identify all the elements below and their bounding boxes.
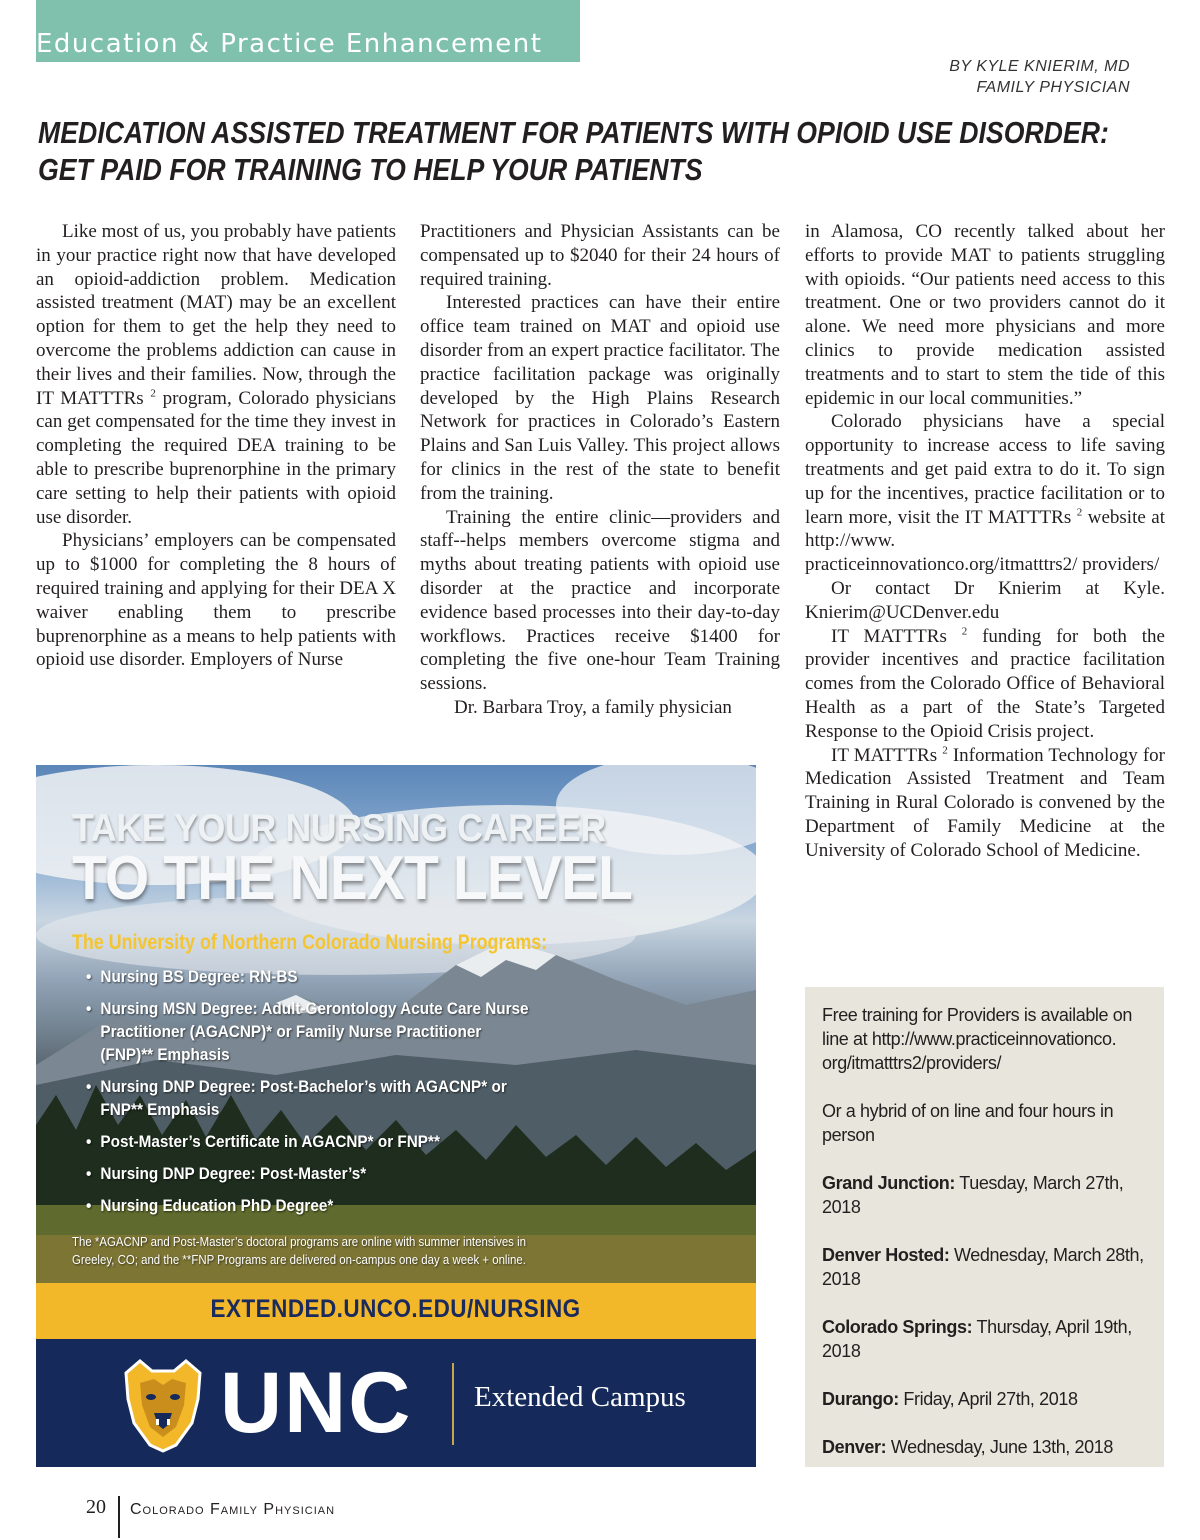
paragraph-text: IT MATTTRs <box>831 625 947 647</box>
footnote-marker: 2 <box>942 744 948 757</box>
article-column-1 <box>36 220 396 672</box>
session-place: Denver: <box>822 1437 887 1457</box>
footnote-marker: 2 <box>1076 506 1083 519</box>
ad-heading-line-1: TAKE YOUR NURSING CAREER <box>72 807 606 850</box>
session-item <box>822 1243 1148 1291</box>
session-place: Colorado Springs: <box>822 1317 973 1337</box>
program-item: • Nursing DNP Degree: Post-Master’s* <box>86 1162 590 1185</box>
session-item <box>822 1171 1148 1219</box>
paragraph-text: Like most of us, you probably have patients in your practice right now that have developed an opioid-addiction problem. Medication assisted treatment (MAT) may be an excellent option for them to get the help they need to overcome the problems addiction can cause in their lives and their families. Now, through the IT MATTTRs <box>36 221 396 409</box>
ad-url-bar[interactable] <box>36 1283 756 1339</box>
session-item <box>822 1435 1148 1459</box>
ad-subheading: The University of Northern Colorado Nursing Programs: <box>72 931 548 954</box>
paragraph: Practitioners and Physician Assistants can be compensated up to $2040 for their 24 hours of required training. <box>420 221 780 290</box>
session-item <box>822 1387 1148 1411</box>
session-place: Denver Hosted: <box>822 1245 950 1265</box>
program-item: • Nursing MSN Degree: Adult-Gerontology Acute Care Nurse Practitioner (AGACNP)* or Family Nurse Practitioner (FNP)** Emphasis <box>86 997 536 1066</box>
bear-logo-icon <box>118 1353 208 1453</box>
unc-wordmark: UNC <box>220 1355 413 1451</box>
paragraph: Training the entire clinic—providers and staff--helps members overcome stigma and myths about treating patients with opioid use disorder at the practice and incorporate evidence based processes into their day-to-day workflows. Practices receive $1400 for completing the five one-hour Team Training sessions. <box>420 506 780 695</box>
paragraph <box>805 744 1165 863</box>
paragraph-text: IT MATTTRs <box>831 744 938 766</box>
article-headline <box>38 114 1109 188</box>
unc-nursing-advertisement[interactable] <box>36 765 756 1467</box>
session-place: Grand Junction: <box>822 1173 955 1193</box>
ad-program-list <box>86 965 606 1226</box>
logo-divider <box>452 1363 454 1445</box>
program-item: • Nursing BS Degree: RN-BS <box>86 965 590 988</box>
ad-brand-bar <box>36 1339 756 1467</box>
training-info-box <box>805 987 1164 1467</box>
footnote-marker: 2 <box>961 625 968 638</box>
byline-role: FAMILY PHYSICIAN <box>976 79 1130 96</box>
paragraph: Interested practices can have their entire office team trained on MAT and opioid use disorder from an expert practice facilitator. The practice facilitation package was originally developed by the High Plains Research Network for practices in Colorado’s Eastern Plains and San Luis Valley. This project allows for clinics in the rest of the state to benefit from the training. <box>420 292 780 504</box>
session-date: Thursday, April 19th, 2018 <box>822 1317 1132 1361</box>
paragraph: Physicians’ employers can be compensated up to $1000 for completing the 8 hours of required training and applying for their DEA X waiver enabling them to prescribe buprenorphine as a means to help patients with opioid use disorder. Employers of Nurse <box>36 530 396 671</box>
paragraph-text: Colorado physicians have a special opportunity to increase access to life saving treatments and get paid extra to do it. To sign up for the incentives, practice facilitation or to learn more, visit the IT MATTTRs <box>805 411 1165 528</box>
footer-divider <box>118 1496 120 1538</box>
session-date: Friday, April 27th, 2018 <box>903 1389 1078 1409</box>
ad-heading-line-2: TO THE NEXT LEVEL <box>72 844 633 913</box>
paragraph: Dr. Barbara Troy, a family physician <box>454 696 732 718</box>
page-number: 20 <box>86 1496 106 1518</box>
publication-name: Colorado Family Physician <box>130 1501 336 1518</box>
paragraph <box>805 625 1165 744</box>
headline-line-2: GET PAID FOR TRAINING TO HELP YOUR PATIENTS <box>38 152 703 187</box>
ad-url-link[interactable]: EXTENDED.UNCO.EDU/NURSING <box>210 1295 582 1323</box>
session-place: Durango: <box>822 1389 899 1409</box>
section-title: Education & Practice Enhancement <box>36 29 543 59</box>
byline-author: BY KYLE KNIERIM, MD <box>949 58 1130 75</box>
extended-campus-label: Extended Campus <box>474 1381 686 1413</box>
program-item: • Nursing Education PhD Degree* <box>86 1194 590 1217</box>
paragraph-text: funding for both the provider incentives and practice facilitation comes from the Colorado Office of Behavioral Health as a part of the State’s Targeted Response to the Opioid Crisis project. <box>805 625 1165 742</box>
session-date: Wednesday, March 28th, 2018 <box>822 1245 1144 1289</box>
program-item: • Nursing DNP Degree: Post-Bachelor’s with AGACNP* or FNP** Emphasis <box>86 1075 536 1121</box>
session-date: Wednesday, June 13th, 2018 <box>890 1437 1113 1457</box>
headline-line-1: MEDICATION ASSISTED TREATMENT FOR PATIENTS WITH OPIOID USE DISORDER: <box>38 115 1109 150</box>
session-date: Tuesday, March 27th, 2018 <box>822 1173 1124 1217</box>
paragraph-text: website at http://www. practiceinnovationco.org/itmatttrs2/ providers/ <box>805 506 1166 576</box>
infobox-hybrid: Or a hybrid of on line and four hours in person <box>822 1101 1114 1145</box>
article-column-2 <box>420 220 780 720</box>
section-banner <box>36 0 580 62</box>
footnote-marker: 2 <box>150 387 156 400</box>
paragraph: in Alamosa, CO recently talked about her efforts to provide MAT to patients struggling with opioids. “Our patients need access to this treatment. One or two providers cannot do it alone. We need more physicians and more clinics to provide medication assisted treatments and to start to stem the tide of this epidemic in our local communities.” <box>805 221 1165 409</box>
session-item <box>822 1315 1148 1363</box>
ad-footnote: The *AGACNP and Post-Master’s doctoral programs are online with summer intensives in Greeley, CO; and the **FNP Programs are delivered on-campus one day a week + online. <box>72 1234 526 1267</box>
paragraph: Or contact Dr Knierim at Kyle. Knierim@UCDenver.edu <box>805 577 1165 623</box>
program-item: • Post-Master’s Certificate in AGACNP* or FNP** <box>86 1130 590 1153</box>
infobox-intro: Free training for Providers is available on line at http://www.practiceinnovationco. org/itmatttrs2/providers/ <box>822 1005 1132 1073</box>
byline <box>949 56 1130 98</box>
article-column-3 <box>805 220 1165 863</box>
paragraph <box>805 410 1165 577</box>
paragraph <box>36 220 396 529</box>
paragraph-text: Information Technology for Medication Assisted Treatment and Team Training in Rural Colorado is convened by the Department of Family Medicine at the University of Colorado School of Medicine. <box>805 744 1166 861</box>
paragraph-text: program, Colorado physicians can get compensated for the time they invest in completing the required DEA training to be able to prescribe buprenorphine in the primary care setting to help their patients with opioid use disorder. <box>36 387 397 528</box>
